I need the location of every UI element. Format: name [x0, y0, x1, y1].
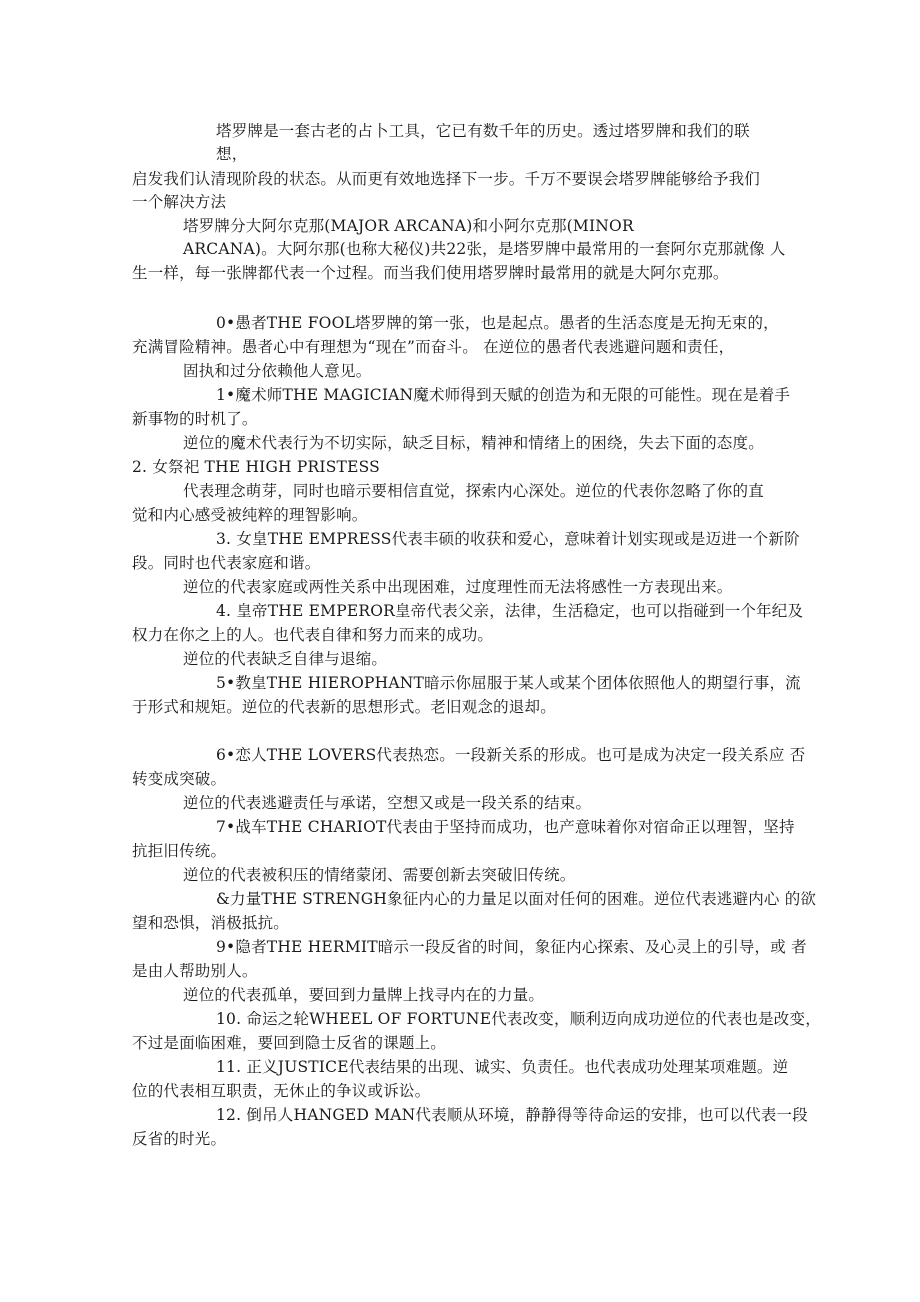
card-1-line-1: 1•魔术师THE MAGICIAN魔术师得到天赋的创造为和无限的可能性。现在是着手: [216, 386, 791, 404]
card-2-heading: 2. 女祭祀 THE HIGH PRISTESS: [132, 458, 380, 476]
card-9-reversed: 逆位的代表孤单，要回到力量牌上找寻内在的力量。: [183, 986, 545, 1004]
card-4-line-2: 权力在你之上的人。也代表自律和努力而来的成功。: [132, 626, 494, 644]
card-6-line-1: 6•恋人THE LOVERS代表热恋。一段新关系的形成。也可是成为决定一段关系应 否: [216, 746, 806, 764]
card-0-line-1: 0•愚者THE FOOL塔罗牌的第一张，也是起点。愚者的生活态度是无拘无束的，: [216, 314, 779, 332]
arcana-line-1: 塔罗牌分大阿尔克那(MAJOR ARCANA)和小阿尔克那(MINOR: [183, 217, 634, 235]
card-7-line-1: 7•战车THE CHARIOT代表由于坚持而成功，也产意味着你对宿命正以理智，坚持: [216, 818, 795, 836]
card-6-reversed: 逆位的代表逃避责任与承诺，空想又或是一段关系的结束。: [183, 794, 592, 812]
card-11-line-1: 11. 正义JUSTICE代表结果的出现、诚实、负责任。也代表成功处理某项难题。逆: [216, 1058, 789, 1076]
card-9-line-2: 是由人帮助别人。: [132, 962, 258, 980]
card-3-line-2: 段。同时也代表家庭和谐。: [132, 554, 321, 572]
card-6-line-2: 转变成突破。: [132, 770, 227, 788]
card-10-line-2: 不过是面临困难，要回到隐士反省的课题上。: [132, 1034, 447, 1052]
card-10-line-1: 10. 命运之轮WHEEL OF FORTUNE代表改变，顺利迈向成功逆位的代表也是改变，: [216, 1010, 821, 1028]
card-4-reversed: 逆位的代表缺乏自律与退缩。: [183, 650, 388, 668]
card-9-line-1: 9•隐者THE HERMIT暗示一段反省的时间，象征内心探索、及心灵上的引导，或 者: [216, 938, 807, 956]
card-7-line-2: 抗拒旧传统。: [132, 842, 227, 860]
card-5-line-1: 5•教皇THE HIEROPHANT暗示你屈服于某人或某个团体依照他人的期望行事，流: [216, 674, 801, 692]
card-2-line-2: 觉和内心感受被纯粹的理智影响。: [132, 506, 368, 524]
card-8-line-2: 望和恐惧，消极抵抗。: [132, 914, 290, 932]
card-7-reversed: 逆位的代表被积压的情绪蒙闭、需要创新去突破旧传统。: [183, 866, 576, 884]
card-2-line-1: 代表理念萌芽，同时也暗示要相信直觉，探索内心深处。逆位的代表你忽略了你的直: [183, 482, 764, 500]
card-11-line-2: 位的代表相互职责，无休止的争议或诉讼。: [132, 1082, 431, 1100]
card-12-line-1: 12. 倒吊人HANGED MAN代表顺从环境，静静得等待命运的安排，也可以代表一段: [216, 1106, 808, 1124]
arcana-line-3: 生一样，每一张牌都代表一个过程。而当我们使用塔罗牌时最常用的就是大阿尔克那。: [132, 264, 729, 282]
card-0-line-3: 固执和过分依赖他人意见。: [183, 362, 372, 380]
intro-line-3: 启发我们认清现阶段的状态。从而更有效地选择下一步。千万不要误会塔罗牌能够给予我们: [132, 170, 761, 188]
card-12-line-2: 反省的时光。: [132, 1130, 227, 1148]
intro-line-4: 一个解决方法: [132, 193, 227, 211]
card-3-reversed: 逆位的代表家庭或两性关系中出现困难，过度理性而无法将感性一方表现出来。: [183, 578, 733, 596]
card-4-line-1: 4. 皇帝THE EMPEROR皇帝代表父亲，法律，生活稳定，也可以指碰到一个年纪及: [216, 602, 804, 620]
arcana-line-2: ARCANA)。大阿尔那(也称大秘仪)共22张，是塔罗牌中最常用的一套阿尔克那就像 人: [183, 240, 786, 258]
card-5-line-2: 于形式和规矩。逆位的代表新的思想形式。老旧观念的退却。: [132, 698, 556, 716]
card-0-line-2: 充满冒险精神。愚者心中有理想为“现在”而奋斗。 在逆位的愚者代表逃避问题和责任，: [132, 338, 735, 356]
card-1-line-2: 新事物的时机了。: [132, 410, 258, 428]
intro-line-2: 想，: [216, 145, 248, 163]
card-3-line-1: 3. 女皇THE EMPRESS代表丰硕的收获和爱心，意味着计划实现或是迈进一个新阶: [216, 530, 800, 548]
card-1-reversed: 逆位的魔术代表行为不切实际，缺乏目标，精神和情绪上的困绕，失去下面的态度。: [183, 434, 764, 452]
intro-line-1: 塔罗牌是一套古老的占卜工具，它已有数千年的历史。透过塔罗牌和我们的联: [216, 122, 750, 140]
card-8-line-1: &力量THE STRENGH象征内心的力量足以面对任何的困难。逆位代表逃避内心 的欲: [216, 890, 817, 908]
